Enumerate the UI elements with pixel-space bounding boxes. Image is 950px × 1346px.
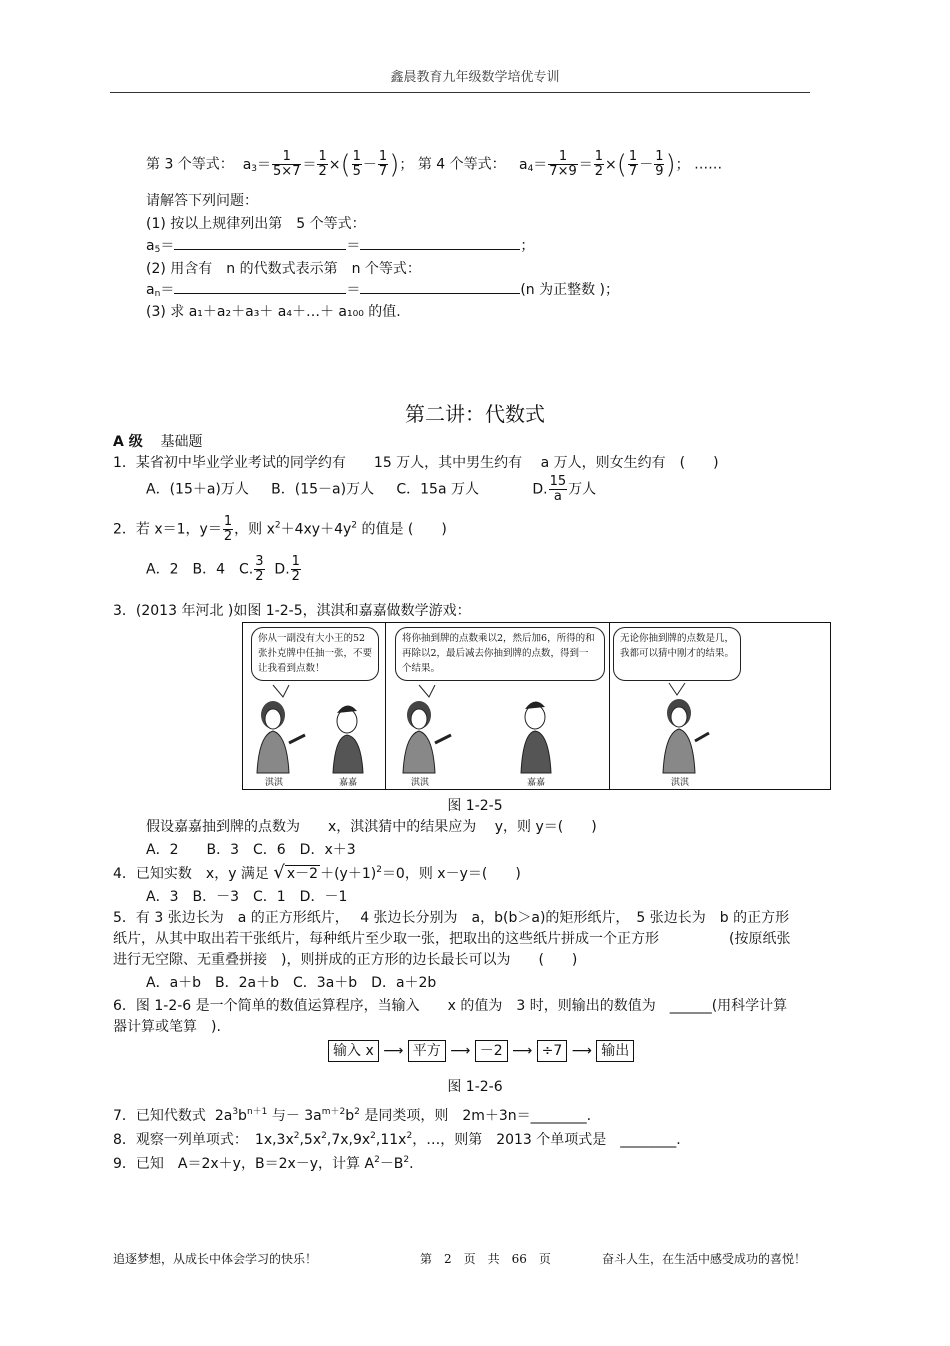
q1-option-d-suffix: 万人 — [568, 481, 597, 498]
flow-input-box: 输入 x — [328, 1040, 379, 1062]
eq3-formula: $a_3=$ $\frac{1}{5\times 7}$ ＝ $\frac{1}{2}$ ×( $\frac{1}{5}$ － $\frac{1}{7}$ )； — [238, 149, 414, 180]
flow-arrow-icon: ⟶ — [571, 1043, 592, 1059]
figure-caption-1-2-5: 图 1-2-5 — [447, 798, 503, 814]
speech-bubble-3: 无论你抽到牌的点数是几，我都可以猜中刚才的结果。 — [613, 627, 741, 681]
q6-line1: 6．图 1-2-6 是一个简单的数值运算程序，当输入 x 的值为 3 时，则输出的数值为 ______(用科学计算 — [113, 998, 788, 1014]
ellipsis: …… — [694, 156, 723, 173]
q2-options: A．2 B．4 C. $\frac{3}{2}$ D. $\frac{1}{2}$ — [146, 554, 300, 584]
eq4-label: 第 4 个等式： — [417, 156, 506, 173]
comic-figures-2 — [385, 623, 609, 789]
q6-line2: 器计算或笔算 ). — [113, 1019, 221, 1035]
q5-options: A．a＋b B．2a＋b C．3a＋b D．a＋2b — [146, 975, 437, 991]
q5-line2: 纸片，从其中取出若干张纸片，每种纸片至少取一张，把取出的这些纸片拼成一个正方形 (按原纸张 — [113, 931, 791, 947]
flow-minus2-box: －2 — [475, 1040, 508, 1062]
figure-caption-1-2-6: 图 1-2-6 — [447, 1079, 503, 1095]
eq4-formula: $a_4=$ $\frac{1}{7\times 9}$ ＝ $\frac{1}{2}$ ×( $\frac{1}{7}$ － $\frac{1}{9}$ )； — [510, 149, 690, 180]
q1-option-d-prefix: D. — [532, 481, 548, 498]
prev-q2: (2) 用含有 n 的代数式表示第 n 个等式： — [146, 261, 421, 277]
q1-option-c: C．15a 万人 — [396, 481, 479, 498]
q1-option-d-fraction: $\frac{15}{a}$ — [549, 474, 567, 504]
level-line — [113, 431, 203, 451]
comic-figures-1 — [243, 623, 385, 789]
eq3-line — [146, 150, 722, 179]
q8-stem: 8．观察一列单项式： $1x,3x^2,5x^2,7x,9x^2,11x^2$，…，则第 2013 个单项式是 ________. — [113, 1131, 681, 1148]
q2-stem: 2．若 x＝1，y＝ $\frac{1}{2}$ ，则 $x^2+4xy+4y^2$ 的值是 ( ) — [113, 514, 447, 544]
q5-line3: 进行无空隙、无重叠拼接 )，则拼成的正方形的边长最长可以为 ( ) — [113, 952, 578, 968]
q1-option-b: B．(15－a)万人 — [271, 481, 375, 498]
q7-stem: 7．已知代数式 $2a^3b^{n+1}$ 与－ $3a^{m+2}b^2$ 是同类项，则 2m＋3n＝________. — [113, 1107, 592, 1124]
q3-stem: 3．(2013 年河北 )如图 1-2-5，淇淇和嘉嘉做数学游戏： — [113, 603, 471, 619]
comic-figures-3 — [609, 623, 830, 789]
prev-q3: (3) 求 a₁＋a₂＋a₃＋ a₄＋…＋ a₁₀₀ 的值. — [146, 304, 401, 320]
flow-divide7-box: ÷7 — [537, 1040, 568, 1062]
flow-arrow-icon: ⟶ — [450, 1043, 471, 1059]
header-divider — [110, 92, 810, 93]
flow-output-box: 输出 — [596, 1040, 634, 1062]
prev-intro: 请解答下列问题： — [146, 193, 258, 209]
flow-square-box: 平方 — [408, 1040, 446, 1062]
q5-line1: 5．有 3 张边长为 a 的正方形纸片， 4 张边长分别为 a，b(b＞a)的矩形纸片， 5 张边长为 b 的正方形 — [113, 910, 790, 926]
page-header-title: 鑫晨教育九年级数学培优专训 — [390, 70, 560, 85]
q1-options — [146, 475, 596, 504]
comic-panel-3 — [609, 623, 830, 789]
q1-stem: 1．某省初中毕业学业考试的同学约有 15 万人，其中男生约有 a 万人，则女生约有 ( ) — [113, 455, 719, 471]
q9-stem: 9．已知 A＝2x＋y，B＝2x－y，计算 $A^2-B^2$. — [113, 1155, 414, 1172]
comic-panel-1 — [243, 623, 386, 789]
q4-stem: 4．已知实数 x，y 满足 √ $x-2 +(y+1)^2=0$，则 x－y＝( ) — [113, 862, 521, 883]
an-line: $a_n= = (n$ 为正整数 )； — [146, 282, 620, 299]
eq3-label: 第 3 个等式： — [146, 156, 234, 173]
name-qiqi-2: 淇淇 — [411, 778, 430, 788]
footer-page-number: 第 2 页 共 66 页 — [420, 1252, 551, 1266]
flow-arrow-icon: ⟶ — [383, 1043, 404, 1059]
footer-left: 追逐梦想，从成长中体会学习的快乐！ — [113, 1252, 318, 1266]
q4-options: A．3 B．－3 C．1 D．－1 — [146, 889, 348, 905]
flow-arrow-icon: ⟶ — [512, 1043, 533, 1059]
name-jiajia-1: 嘉嘉 — [339, 778, 358, 788]
speech-bubble-1: 你从一副没有大小王的52张扑克牌中任抽一张，不要让我看到点数！ — [251, 627, 379, 681]
an-tail: (n 为正整数 )； — [520, 282, 620, 298]
comic-strip — [242, 622, 831, 790]
level-name: 基础题 — [160, 434, 203, 450]
q3-options: A．2 B．3 C．6 D．x＋3 — [146, 842, 356, 858]
name-qiqi-3: 淇淇 — [671, 778, 690, 788]
speech-bubble-2: 将你抽到牌的点数乘以2，然后加6，所得的和再除以2，最后减去你抽到牌的点数，得到一个结果。 — [395, 627, 605, 681]
a5-line: $a_5=$ ＝ ； — [146, 238, 535, 255]
level-a: A 级 — [113, 434, 143, 450]
prev-q1: (1) 按以上规律列出第 5 个等式： — [146, 216, 366, 232]
q3-follow: 假设嘉嘉抽到牌的点数为 x，淇淇猜中的结果应为 y，则 y＝( ) — [146, 819, 597, 835]
name-jiajia-2: 嘉嘉 — [527, 778, 546, 788]
name-qiqi-1: 淇淇 — [265, 778, 284, 788]
flowchart — [328, 1040, 634, 1062]
comic-panel-2 — [385, 623, 610, 789]
q1-option-a: A．(15＋a)万人 — [146, 481, 249, 498]
section-title: 第二讲：代数式 — [405, 402, 545, 426]
footer-right: 奋斗人生，在生活中感受成功的喜悦！ — [602, 1252, 807, 1266]
